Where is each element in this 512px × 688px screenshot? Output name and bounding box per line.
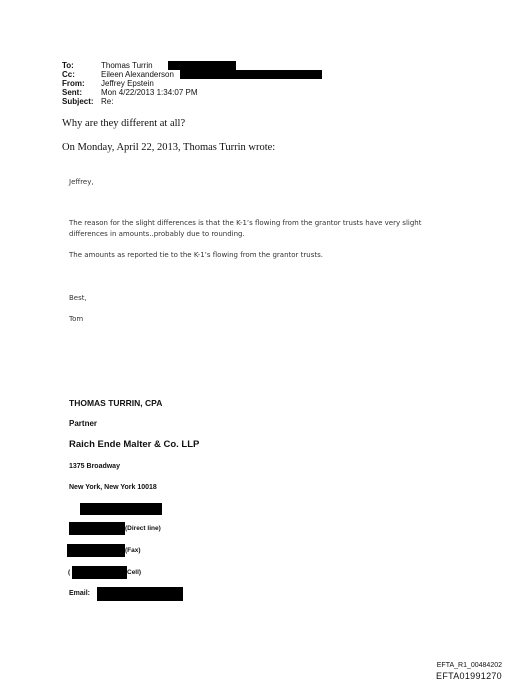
fax-label: (Fax) bbox=[125, 547, 141, 554]
signature-address-line: New York, New York 10018 bbox=[69, 484, 157, 491]
quoted-paragraph-line: differences in amounts..probably due to rounding. bbox=[69, 230, 245, 238]
redaction-bar bbox=[97, 587, 183, 601]
cc-label: Cc: bbox=[62, 70, 75, 79]
redaction-bar bbox=[168, 61, 236, 70]
quoted-closing: Best, bbox=[69, 294, 87, 302]
wrote-line: On Monday, April 22, 2013, Thomas Turrin wrote: bbox=[62, 142, 276, 153]
cell-label: Cell) bbox=[127, 569, 142, 576]
document-id: EFTA_R1_00484202 bbox=[436, 662, 502, 669]
bates-number: EFTA01991270 bbox=[436, 671, 502, 681]
sent-label: Sent: bbox=[62, 88, 82, 97]
redaction-bar bbox=[180, 70, 322, 79]
direct-line-label: (Direct line) bbox=[125, 525, 161, 532]
reply-text: Why are they different at all? bbox=[62, 118, 186, 129]
signature-title: Partner bbox=[69, 419, 98, 428]
sent-value: Mon 4/22/2013 1:34:07 PM bbox=[101, 88, 198, 97]
signature-address-line: 1375 Broadway bbox=[69, 463, 120, 470]
redaction-bar bbox=[72, 566, 127, 579]
from-value: Jeffrey Epstein bbox=[101, 79, 154, 88]
cell-open-paren: ( bbox=[68, 569, 71, 576]
quoted-paragraph-line: The reason for the slight differences is that the K-1’s flowing from the grantor trusts have very slight bbox=[69, 219, 422, 227]
to-label: To: bbox=[62, 61, 74, 70]
subject-value: Re: bbox=[101, 97, 114, 106]
email-label: Email: bbox=[69, 590, 91, 597]
quoted-sender-name: Tom bbox=[69, 315, 84, 323]
redaction-bar bbox=[67, 544, 125, 557]
signature-name: THOMAS TURRIN, CPA bbox=[69, 398, 163, 408]
cc-value: Eileen Alexanderson bbox=[101, 70, 174, 79]
redaction-bar bbox=[80, 503, 162, 515]
signature-firm: Raich Ende Malter & Co. LLP bbox=[69, 439, 200, 450]
to-value: Thomas Turrin bbox=[101, 61, 153, 70]
quoted-paragraph: The amounts as reported tie to the K-1’s flowing from the grantor trusts. bbox=[69, 251, 323, 259]
from-label: From: bbox=[62, 79, 85, 88]
quoted-greeting: Jeffrey, bbox=[69, 178, 94, 186]
redaction-bar bbox=[69, 522, 125, 535]
subject-label: Subject: bbox=[62, 97, 94, 106]
